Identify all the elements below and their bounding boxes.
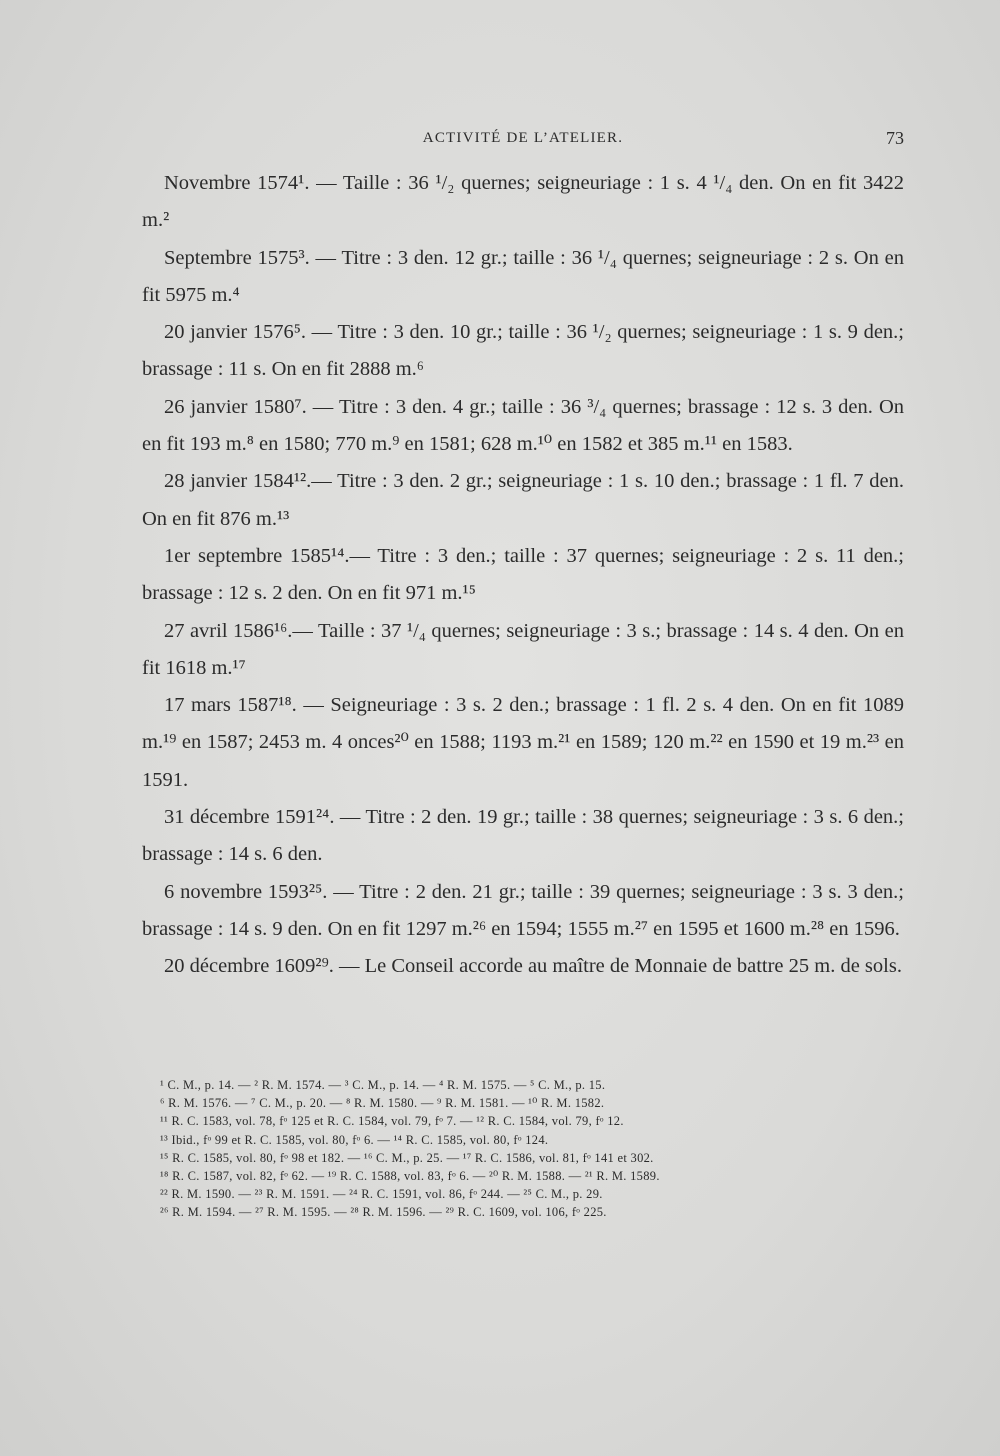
paragraph-1575: Septembre 1575³. — Titre : 3 den. 12 gr.; taille : 36 ¹/₄ quernes; seigneuriage : 2 s. On en fit 5975 m.⁴ (142, 246, 904, 306)
paragraph-1585: 1er septembre 1585¹⁴.— Titre : 3 den.; taille : 37 quernes; seigneuriage : 2 s. 11 den.; brassage : 12 s. 2 den. On en fit 971 m.¹⁵ (142, 544, 904, 605)
paragraph-1580: 26 janvier 1580⁷. — Titre : 3 den. 4 gr.; taille : 36 ³/₄ quernes; brassage : 12 s. 3 den. On en fit 193 m.⁸ en 1580; 770 m.⁹ en 1581; 628 m.¹⁰ en 1582 et 385 m.¹¹ en 1583. (142, 395, 904, 456)
paragraph-1584: 28 janvier 1584¹².— Titre : 3 den. 2 gr.; seigneuriage : 1 s. 10 den.; brassage : 1 fl. 7 den. On en fit 876 m.¹³ (142, 470, 904, 530)
paragraph-1587: 17 mars 1587¹⁸. — Seigneuriage : 3 s. 2 den.; brassage : 1 fl. 2 s. 4 den. On en fit 1089 m.¹⁹ en 1587; 2453 m. 4 onces²⁰ en 1588; 1193 m.²¹ en 1589; 120 m.²² en 1590 et 19 m.²³ en 1591. (142, 694, 904, 791)
page-number: 73 (886, 128, 904, 148)
paragraph-1609: 20 décembre 1609²⁹. — Le Conseil accorde au maître de Monnaie de battre 25 m. de sols. (164, 955, 902, 978)
footnote-line: ⁶ R. M. 1576. — ⁷ C. M., p. 20. — ⁸ R. M. 1580. — ⁹ R. M. 1581. — ¹⁰ R. M. 1582. (160, 1096, 605, 1111)
footnote-line: ¹¹ R. C. 1583, vol. 78, fᵒ 125 et R. C. 1584, vol. 79, fᵒ 7. — ¹² R. C. 1584, vol. 79, fᵒ 12. (160, 1114, 624, 1129)
footnote-line: ¹³ Ibid., fᵒ 99 et R. C. 1585, vol. 80, fᵒ 6. — ¹⁴ R. C. 1585, vol. 80, fᵒ 124. (160, 1132, 549, 1147)
paragraph-1586: 27 avril 1586¹⁶.— Taille : 37 ¹/₄ quernes; seigneuriage : 3 s.; brassage : 14 s. 4 den. On en fit 1618 m.¹⁷ (142, 619, 904, 679)
running-head (142, 128, 904, 152)
footnote-line: ²⁶ R. M. 1594. — ²⁷ R. M. 1595. — ²⁸ R. M. 1596. — ²⁹ R. C. 1609, vol. 106, fᵒ 225. (160, 1205, 607, 1220)
paragraph-1593: 6 novembre 1593²⁵. — Titre : 2 den. 21 gr.; taille : 39 quernes; seigneuriage : 3 s. 3 den.; brassage : 14 s. 9 den. On en fit 1297 m.²⁶ en 1594; 1555 m.²⁷ en 1595 et 1600 m.²⁸ en 1596. (142, 880, 904, 940)
footnote-line: ¹ C. M., p. 14. — ² R. M. 1574. — ³ C. M., p. 14. — ⁴ R. M. 1575. — ⁵ C. M., p. 15. (160, 1078, 606, 1092)
running-title: ACTIVITÉ DE L’ATELIER. (422, 130, 624, 146)
footnote-line: ²² R. M. 1590. — ²³ R. M. 1591. — ²⁴ R. C. 1591, vol. 86, fᵒ 244. — ²⁵ C. M., p. 29. (160, 1187, 603, 1202)
paragraph-1591: 31 décembre 1591²⁴. — Titre : 2 den. 19 gr.; taille : 38 quernes; seigneuriage : 3 s. 6 den.; brassage : 14 s. 6 den. (142, 806, 904, 866)
footnote-line: ¹⁵ R. C. 1585, vol. 80, fᵒ 98 et 182. — ¹⁶ C. M., p. 25. — ¹⁷ R. C. 1586, vol. 81, fᵒ 141 et 302. (160, 1150, 654, 1165)
paragraph-1574: Novembre 1574¹. — Taille : 36 ¹/₂ quernes; seigneuriage : 1 s. 4 ¹/₄ den. On en fit 3422 m.² (142, 172, 904, 232)
paragraph-1576: 20 janvier 1576⁵. — Titre : 3 den. 10 gr.; taille : 36 ¹/₂ quernes; seigneuriage : 1 s. 9 den.; brassage : 11 s. On en fit 2888 m.⁶ (142, 321, 904, 381)
footnote-line: ¹⁸ R. C. 1587, vol. 82, fᵒ 62. — ¹⁹ R. C. 1588, vol. 83, fᵒ 6. — ²⁰ R. M. 1588. — ²¹ R. M. 1589. (160, 1169, 660, 1184)
footnotes (160, 1076, 905, 1222)
body-text (142, 165, 904, 986)
